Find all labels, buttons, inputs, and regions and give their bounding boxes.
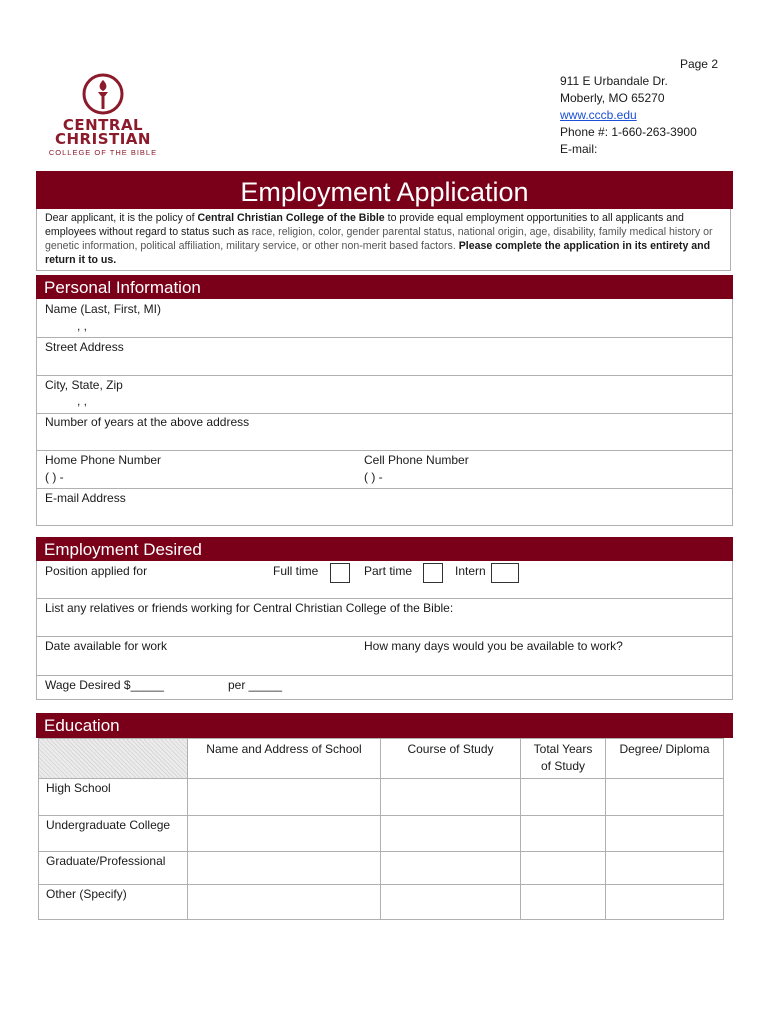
intro-college-name: Central Christian College of the Bible	[197, 212, 385, 224]
cell-input[interactable]	[521, 852, 606, 885]
education-corner-cell	[39, 739, 188, 779]
full-time-label: Full time	[273, 564, 319, 578]
cell-input[interactable]	[188, 816, 381, 852]
address-line-2: Moberly, MO 65270	[560, 91, 665, 105]
column-course-of-study: Course of Study	[381, 739, 521, 779]
college-logo	[48, 72, 158, 162]
cell-input[interactable]	[381, 885, 521, 920]
wage-period-field[interactable]: per _____	[228, 678, 283, 692]
relatives-label: List any relatives or friends working for Central Christian College of the Bible:	[45, 601, 454, 615]
availability-row	[36, 637, 733, 676]
form-title: Employment Application	[36, 171, 733, 209]
years-at-address-label: Number of years at the above address	[45, 415, 250, 429]
intern-checkbox[interactable]	[491, 563, 519, 583]
relatives-field[interactable]	[36, 599, 733, 637]
city-state-zip-field[interactable]	[36, 376, 733, 414]
part-time-checkbox[interactable]	[423, 563, 443, 583]
city-separators: , ,	[77, 394, 88, 408]
cell-input[interactable]	[521, 779, 606, 816]
page-number: Page 2	[679, 57, 718, 71]
intro-text-3: race, religion, color, gender parental status, national origin, age, disability, family medical history or genetic information, political affiliation, military service, or other non-merit based factors.	[45, 226, 713, 252]
position-applied-label: Position applied for	[45, 564, 148, 578]
cell-input[interactable]	[381, 779, 521, 816]
section-education: Education	[36, 713, 733, 738]
email-address-field[interactable]	[36, 489, 733, 526]
column-degree: Degree/ Diploma	[606, 739, 724, 779]
website-link[interactable]: www.cccb.edu	[560, 108, 637, 122]
cell-input[interactable]	[188, 779, 381, 816]
phone-row	[36, 451, 733, 489]
home-phone-label: Home Phone Number	[45, 453, 162, 467]
education-table	[38, 738, 724, 920]
section-personal-information: Personal Information	[36, 275, 733, 299]
contact-block	[560, 56, 730, 158]
cell-input[interactable]	[606, 885, 724, 920]
phone-number: Phone #: 1-660-263-3900	[560, 125, 697, 139]
days-available-label: How many days would you be available to work?	[364, 639, 623, 653]
wage-desired-field[interactable]: Wage Desired $_____	[45, 678, 164, 692]
torch-icon	[81, 72, 125, 116]
cell-input[interactable]	[521, 885, 606, 920]
wage-row	[36, 676, 733, 700]
table-row	[39, 885, 724, 920]
intro-text-1: Dear applicant, it is the policy of	[45, 212, 198, 224]
email-line: E-mail:	[560, 142, 598, 156]
part-time-label: Part time	[364, 564, 413, 578]
cell-input[interactable]	[606, 852, 724, 885]
date-available-label: Date available for work	[45, 639, 168, 653]
cell-input[interactable]	[606, 779, 724, 816]
logo-word-central: CENTRAL	[62, 116, 144, 134]
cell-input[interactable]	[606, 816, 724, 852]
name-label: Name (Last, First, MI)	[45, 302, 162, 316]
years-at-address-field[interactable]	[36, 414, 733, 451]
column-school-name: Name and Address of School	[188, 739, 381, 779]
name-separators: , ,	[77, 319, 88, 333]
logo-word-christian: CHRISTIAN	[55, 130, 151, 148]
street-address-label: Street Address	[45, 340, 124, 354]
city-state-zip-label: City, State, Zip	[45, 378, 123, 392]
education-header-row	[39, 739, 724, 779]
intern-label: Intern	[455, 564, 486, 578]
logo-subtitle: COLLEGE OF THE BIBLE	[48, 148, 158, 157]
cell-phone-label: Cell Phone Number	[364, 453, 469, 467]
table-row	[39, 852, 724, 885]
row-label-undergraduate: Undergraduate College	[39, 816, 188, 852]
column-total-years: Total Years of Study	[521, 739, 606, 779]
table-row	[39, 779, 724, 816]
cell-input[interactable]	[188, 885, 381, 920]
home-phone-format: ( ) -	[45, 470, 64, 484]
email-address-label: E-mail Address	[45, 491, 126, 505]
position-row	[36, 561, 733, 599]
cell-input[interactable]	[521, 816, 606, 852]
address-line-1: 911 E Urbandale Dr.	[560, 74, 668, 88]
row-label-other: Other (Specify)	[39, 885, 188, 920]
row-label-graduate: Graduate/Professional	[39, 852, 188, 885]
full-time-checkbox[interactable]	[330, 563, 350, 583]
street-address-field[interactable]	[36, 338, 733, 376]
intro-instructions: Please complete the application in its entirety and return it to us.	[45, 240, 711, 266]
name-field[interactable]	[36, 299, 733, 338]
intro-policy-text	[36, 209, 731, 271]
intro-text-2: to provide equal employment opportunities to all applicants and employees without regard to status such as	[45, 212, 684, 238]
cell-input[interactable]	[381, 816, 521, 852]
cell-input[interactable]	[381, 852, 521, 885]
section-employment-desired: Employment Desired	[36, 537, 733, 561]
row-label-high-school: High School	[39, 779, 188, 816]
table-row	[39, 816, 724, 852]
cell-input[interactable]	[188, 852, 381, 885]
cell-phone-format: ( ) -	[364, 470, 383, 484]
